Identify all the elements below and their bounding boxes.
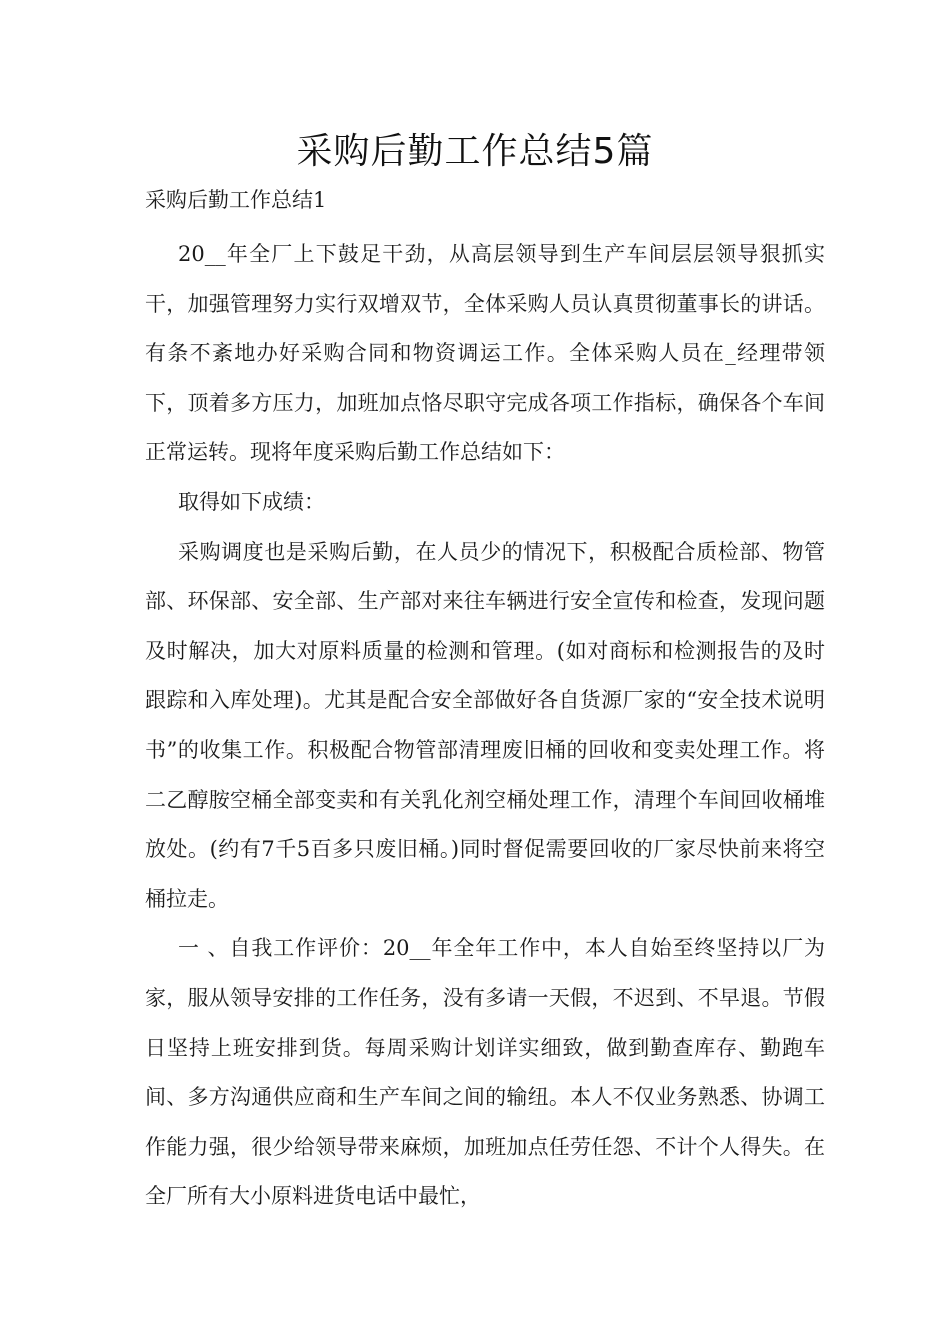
paragraph-achievements-heading: 取得如下成绩： bbox=[178, 489, 325, 514]
paragraph-procurement-dispatch: 采购调度也是采购后勤，在人员少的情况下，积极配合质检部、物管部、环保部、安全部、生产部对来往车辆进行安全宣传和检查，发现问题及时解决，加大对原料质量的检测和管理。(如对商标和检测报告的及时跟踪和入库处理)。尤其是配合安全部做好各自货源厂家的“安全技术说明书”的收集工作。积极配合物管部清理废旧桶的回收和变卖处理工作。将二乙醇胺空桶全部变卖和有关乳化剂空桶处理工作，清理个车间回收桶堆放处。(约有7千5百多只废旧桶。)同时督促需要回收的厂家尽快前来将空桶拉走。 bbox=[145, 539, 825, 911]
paragraph-self-evaluation: 一 、自我工作评价：20__年全年工作中，本人自始至终坚持以厂为家，服从领导安排的工作任务，没有多请一天假，不迟到、不早退。节假日坚持上班安排到货。每周采购计划详实细致，做到勤查库存、勤跑车间、多方沟通供应商和生产车间之间的输纽。本人不仅业务熟悉、协调工作能力强，很少给领导带来麻烦，加班加点任劳任怨、不计个人得失。在全厂所有大小原料进货电话中最忙， bbox=[145, 936, 825, 1209]
paragraph-intro: 20__年全厂上下鼓足干劲，从高层领导到生产车间层层领导狠抓实干，加强管理努力实行双增双节，全体采购人员认真贯彻董事长的讲话。有条不紊地办好采购合同和物资调运工作。全体采购人员在_经理带领下，顶着多方压力，加班加点恪尽职守完成各项工作指标，确保各个车间正常运转。现将年度采购后勤工作总结如下： bbox=[145, 242, 825, 465]
document-title: 采购后勤工作总结5篇 bbox=[296, 131, 654, 172]
section-heading: 采购后勤工作总结1 bbox=[145, 188, 327, 212]
document-body bbox=[145, 180, 825, 1222]
